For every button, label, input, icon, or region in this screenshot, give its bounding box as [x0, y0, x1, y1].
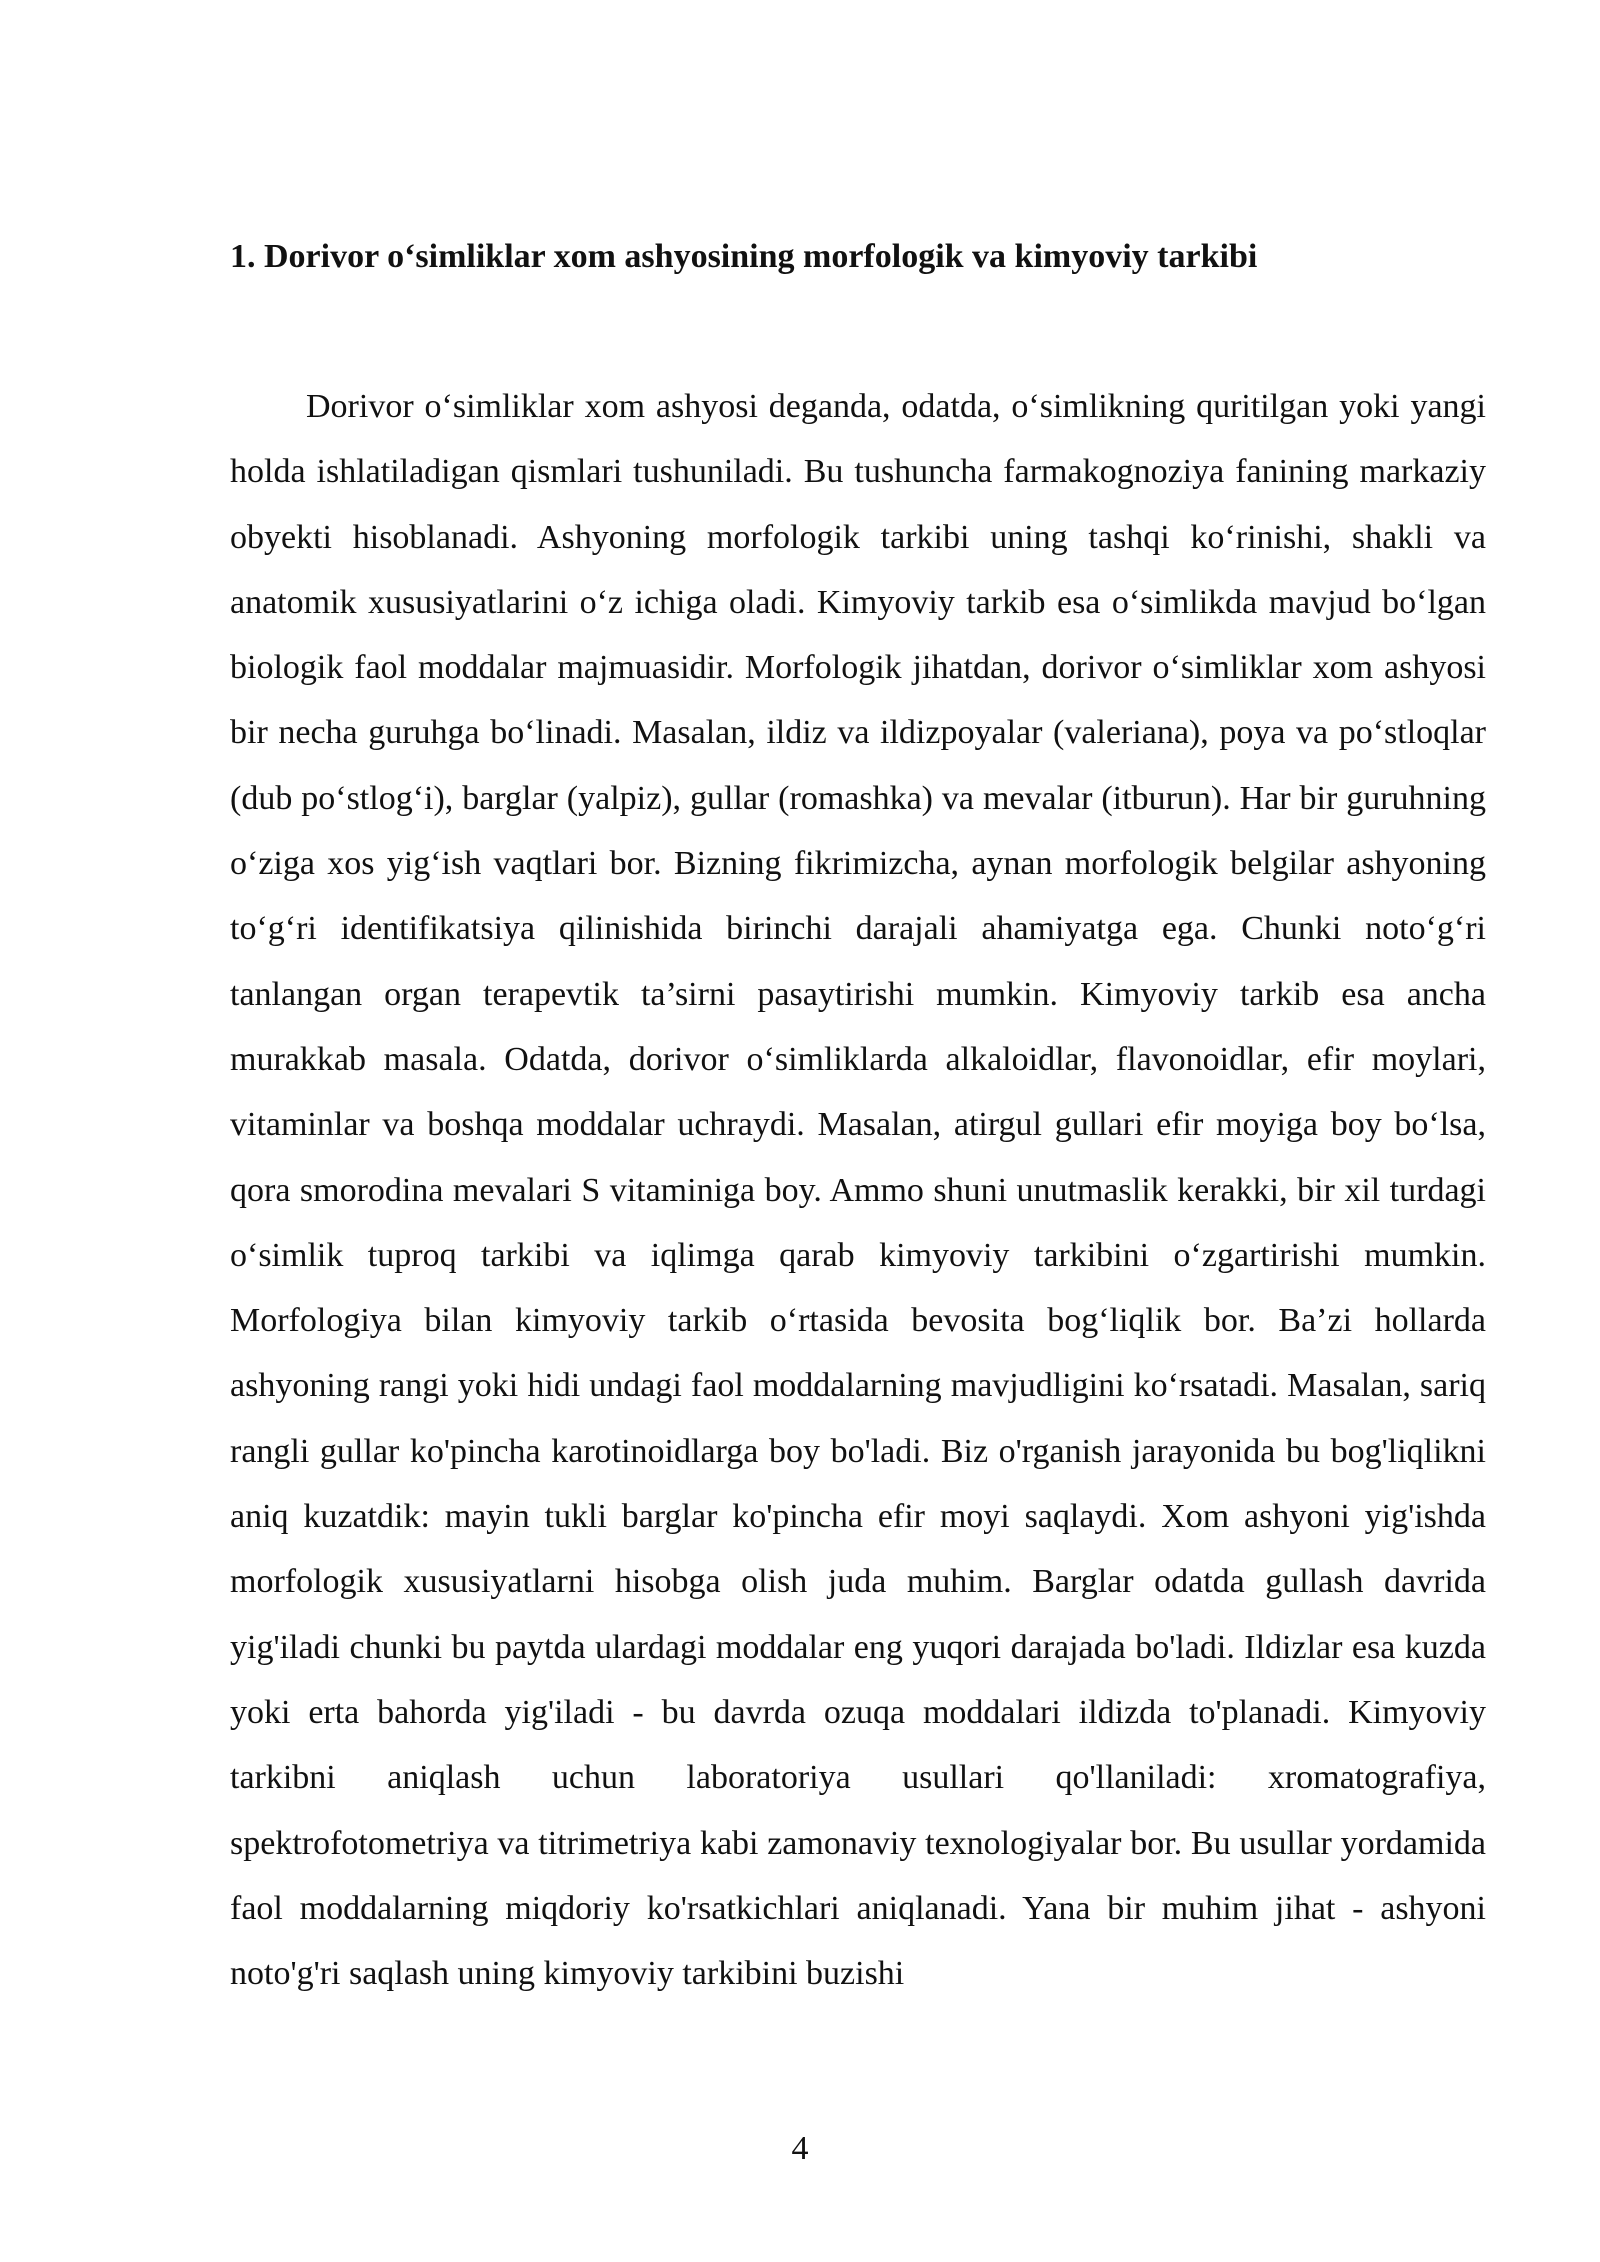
body-paragraph: Dorivor o‘simliklar xom ashyosi deganda, odatda, o‘simlikning quritilgan yoki yangi holda ishlatiladigan qismlari tushuniladi. Bu tushuncha farmakognoziya fanining markaziy obyekti hisoblanadi. Ashyoning morfologik tarkibi uning tashqi ko‘rinishi, shakli va anatomik xususiyatlarini o‘z ichiga oladi. Kimyoviy tarkib esa o‘simlikda mavjud bo‘lgan biologik faol moddalar majmuasidir. Morfologik jihatdan, dorivor o‘simliklar xom ashyosi bir necha guruhga bo‘linadi. Masalan, ildiz va ildizpoyalar (valeriana), poya va po‘stloqlar (dub po‘stlog‘i), barglar (yalpiz), gullar (romashka) va mevalar (itburun). Har bir guruhning o‘ziga xos yig‘ish vaqtlari bor. Bizning fikrimizcha, aynan morfologik belgilar ashyoning to‘g‘ri identifikatsiya qilinishida birinchi darajali ahamiyatga ega. Chunki noto‘g‘ri tanlangan organ terapevtik ta’sirni pasaytirishi mumkin. Kimyoviy tarkib esa ancha murakkab masala. Odatda, dorivor o‘simliklarda alkaloidlar, flavonoidlar, efir moylari, vitaminlar va boshqa moddalar uchraydi. Masalan, atirgul gullari efir moyiga boy bo‘lsa, qora smorodina mevalari S vitaminiga boy. Ammo shuni unutmaslik kerakki, bir xil turdagi o‘simlik tuproq tarkibi va iqlimga qarab kimyoviy tarkibini o‘zgartirishi mumkin. Morfologiya bilan kimyoviy tarkib o‘rtasida bevosita bog‘liqlik bor. Ba’zi hollarda ashyoning rangi yoki hidi undagi faol moddalarning mavjudligini ko‘rsatadi. Masalan, sariq rangli gullar ko'pincha karotinoidlarga boy bo'ladi. Biz o'rganish jarayonida bu bog'liqlikni aniq kuzatdik: mayin tukli barglar ko'pincha efir moyi saqlaydi. Xom ashyoni yig'ishda morfologik xususiyatlarni hisobga olish juda muhim. Barglar odatda gullash davrida yig'iladi chunki bu paytda ulardagi moddalar eng yuqori darajada bo'ladi. Ildizlar esa kuzda yoki erta bahorda yig'iladi - bu davrda ozuqa moddalari ildizda to'planadi. Kimyoviy tarkibni aniqlash uchun laboratoriya usullari qo'llaniladi: xromatografiya, spektrofotometriya va titrimetriya kabi zamonaviy texnologiyalar bor. Bu usullar yordamida faol moddalarning miqdoriy ko'rsatkichlari aniqlanadi. Yana bir muhim jihat - ashyoni noto'g'ri saqlash uning kimyoviy tarkibini buzishi — [230, 388, 1486, 1993]
page-number: 4 — [791, 2130, 809, 2167]
section-heading: 1. Dorivor o‘simliklar xom ashyosining morfologik va kimyoviy tarkibi — [230, 238, 1258, 275]
